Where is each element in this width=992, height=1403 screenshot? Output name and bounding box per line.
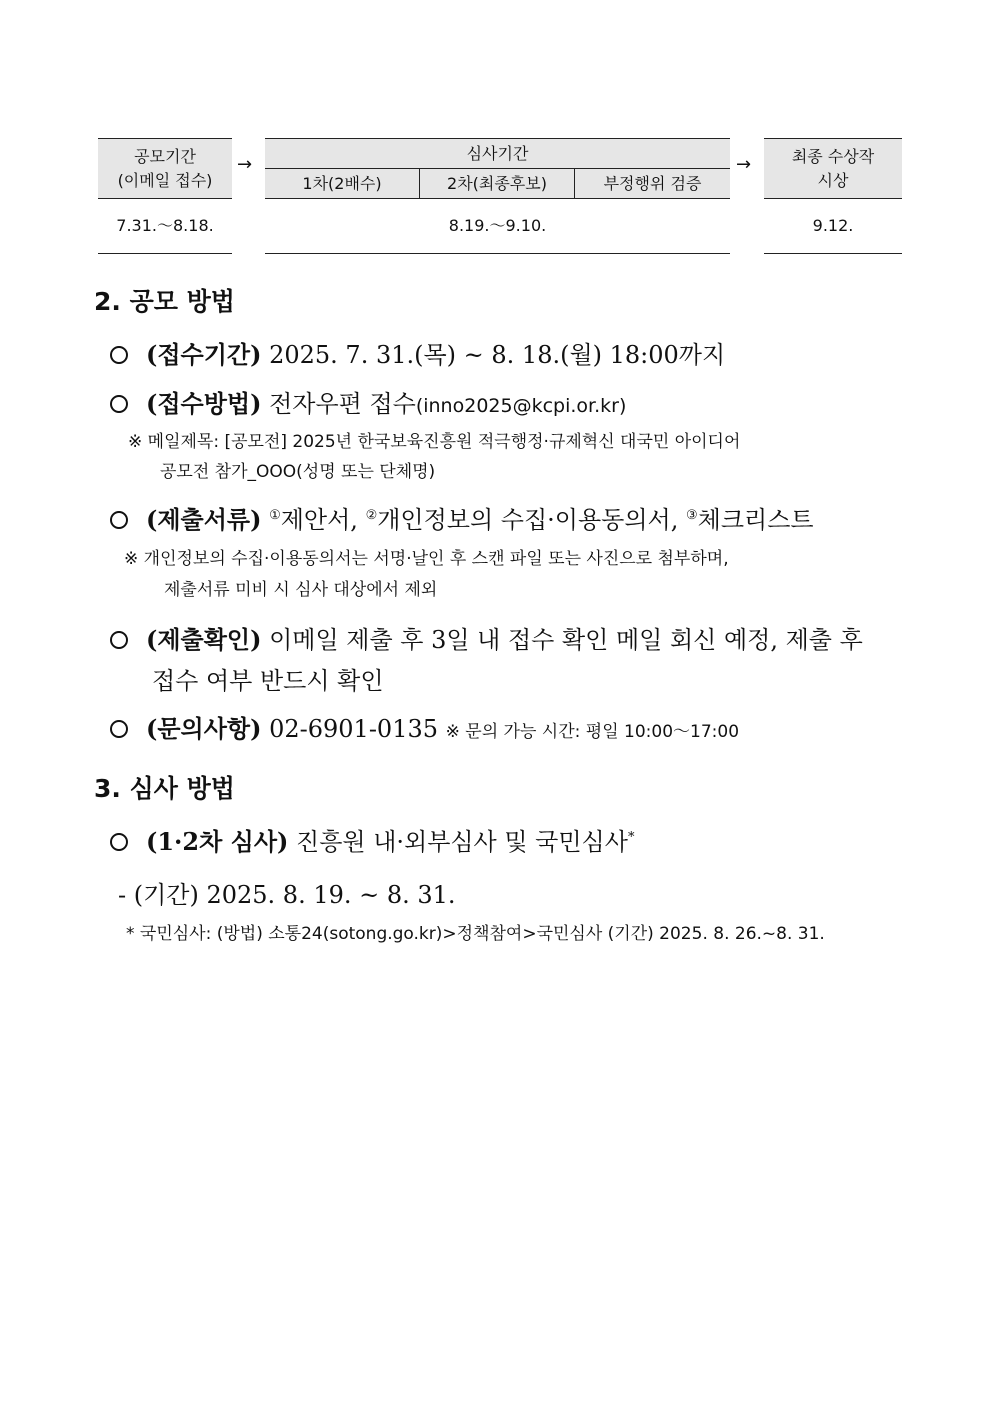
header-line: (이메일 접수) — [117, 170, 213, 190]
final-award-header — [764, 139, 902, 198]
number-marker: ① — [269, 508, 281, 523]
note — [128, 427, 740, 487]
section-heading: 3. 심사 방법 — [94, 774, 235, 803]
list-item — [110, 709, 739, 744]
item-label: (제출확인) — [146, 625, 262, 654]
header-line: 최종 수상작 — [791, 146, 875, 166]
item-text: 진흥원 내·외부심사 및 국민심사 — [296, 828, 628, 856]
list-item — [110, 620, 863, 696]
arrow-icon: → — [237, 154, 253, 175]
period-line: - (기간) 2025. 8. 19. ~ 8. 31. — [118, 881, 456, 909]
item-text: 체크리스트 — [697, 506, 814, 534]
schedule-table — [0, 0, 992, 260]
footnote-marker: * — [627, 830, 635, 845]
email-address: (inno2025@kcpi.or.kr) — [415, 395, 627, 417]
note-line: ※ 메일제목: [공모전] 2025년 한국보육진흥원 적극행정·규제혁신 대국민 아이디어 — [128, 432, 741, 452]
circle-bullet-icon — [110, 631, 128, 649]
list-item — [110, 500, 814, 535]
item-text: 접수 여부 반드시 확인 — [152, 667, 384, 695]
header-line: 시상 — [817, 170, 849, 190]
review-period-header: 심사기간 — [265, 139, 730, 168]
item-text: 2025. 7. 31.(목) ~ 8. 18.(월) 18:00까지 — [269, 341, 726, 369]
item-label: (1·2차 심사) — [146, 827, 289, 856]
item-text: 전자우편 접수 — [269, 390, 416, 418]
phone-number: 02-6901-0135 — [269, 715, 439, 743]
item-label: (접수기간) — [146, 340, 262, 369]
circle-bullet-icon — [110, 833, 128, 851]
item-label: (접수방법) — [146, 389, 262, 418]
review-stage-1: 1차(2배수) — [265, 169, 419, 198]
review-stage-2: 2차(최종후보) — [420, 169, 574, 198]
review-stage-3: 부정행위 검증 — [575, 169, 730, 198]
footnote: * 국민심사: (방법) 소통24(sotong.go.kr)>정책참여>국민심사 (기간) 2025. 8. 26.~8. 31. — [126, 924, 825, 944]
item-label: (문의사항) — [146, 714, 262, 743]
review-date: 8.19.～9.10. — [448, 216, 547, 235]
circle-bullet-icon — [110, 395, 128, 413]
circle-bullet-icon — [110, 511, 128, 529]
item-text: 이메일 제출 후 3일 내 접수 확인 메일 회신 예정, 제출 후 — [269, 626, 863, 654]
final-date: 9.12. — [812, 216, 854, 235]
submission-date: 7.31.～8.18. — [116, 216, 214, 235]
list-item — [110, 335, 725, 370]
submission-period-header — [98, 139, 232, 198]
item-text: 제안서, — [280, 506, 358, 534]
circle-bullet-icon — [110, 720, 128, 738]
list-item — [110, 822, 634, 857]
note: ※ 문의 가능 시간: 평일 10:00～17:00 — [445, 722, 740, 742]
section-heading: 2. 공모 방법 — [94, 287, 235, 316]
list-item — [110, 384, 626, 419]
note-line: ※ 개인정보의 수집·이용동의서는 서명·날인 후 스캔 파일 또는 사진으로 첨부하며, — [124, 549, 729, 569]
number-marker: ② — [365, 508, 378, 523]
note-line: 제출서류 미비 시 심사 대상에서 제외 — [164, 580, 438, 600]
circle-bullet-icon — [110, 346, 128, 364]
item-text: 개인정보의 수집·이용동의서, — [377, 506, 679, 534]
item-label: (제출서류) — [146, 505, 262, 534]
arrow-icon: → — [736, 154, 752, 175]
header-line: 공모기간 — [134, 146, 196, 166]
note-line: 공모전 참가_OOO(성명 또는 단체명) — [160, 462, 436, 482]
note — [124, 544, 729, 606]
number-marker: ③ — [685, 508, 698, 523]
